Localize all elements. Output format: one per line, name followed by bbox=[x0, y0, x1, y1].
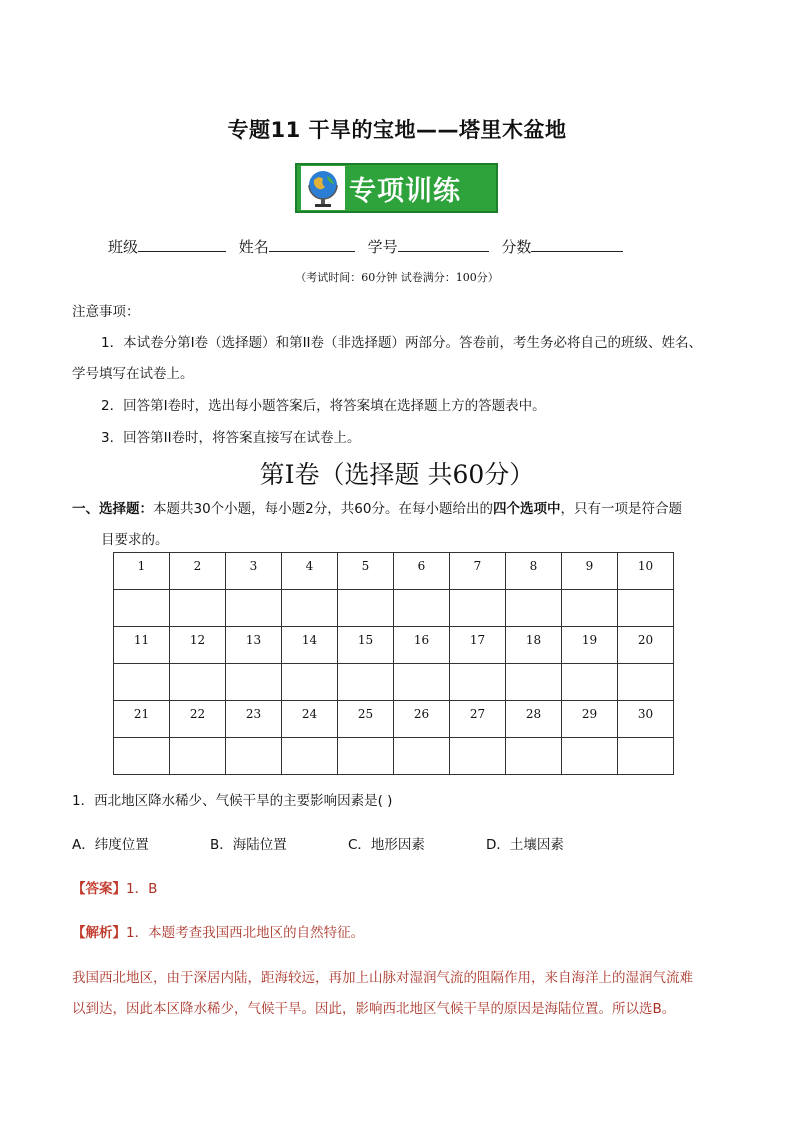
analysis-body-1: 我国西北地区，由于深居内陆，距海较远，再加上山脉对湿润气流的阻隔作用，来自海洋上的湿润气流难 bbox=[72, 970, 693, 986]
grid-number-cell: 5 bbox=[338, 553, 394, 590]
grid-answer-cell[interactable] bbox=[226, 590, 282, 627]
notice-item-2: 2．回答第I卷时，选出每小题答案后，将答案填在选择题上方的答题表中。 bbox=[101, 398, 546, 414]
instruction-text-end: ，只有一项是符合题 bbox=[560, 501, 682, 517]
answer-grid-number-row bbox=[114, 627, 674, 664]
grid-answer-cell[interactable] bbox=[114, 738, 170, 775]
answer-tag: 【答案】 bbox=[72, 881, 126, 897]
instruction-heading: 一、选择题： bbox=[72, 501, 153, 517]
grid-answer-cell[interactable] bbox=[394, 664, 450, 701]
analysis-text: 1．本题考查我国西北地区的自然特征。 bbox=[126, 925, 365, 941]
grid-answer-cell[interactable] bbox=[170, 664, 226, 701]
grid-answer-cell[interactable] bbox=[338, 590, 394, 627]
answer-grid-answer-row bbox=[114, 738, 674, 775]
grid-number-cell: 25 bbox=[338, 701, 394, 738]
grid-number-cell: 3 bbox=[226, 553, 282, 590]
grid-number-cell: 14 bbox=[282, 627, 338, 664]
page-title: 专题11 干旱的宝地——塔里木盆地 bbox=[227, 118, 567, 142]
grid-number-cell: 12 bbox=[170, 627, 226, 664]
name-label: 姓名 bbox=[238, 238, 269, 256]
grid-answer-cell[interactable] bbox=[114, 664, 170, 701]
grid-answer-cell[interactable] bbox=[226, 664, 282, 701]
answer-grid-number-row bbox=[114, 553, 674, 590]
grid-number-cell: 19 bbox=[562, 627, 618, 664]
question-stem: 1．西北地区降水稀少、气候干旱的主要影响因素是( ) bbox=[72, 793, 393, 809]
grid-number-cell: 28 bbox=[506, 701, 562, 738]
answer-grid-number-row bbox=[114, 701, 674, 738]
option-c: C．地形因素 bbox=[348, 837, 425, 853]
notice-item-1: 1．本试卷分第I卷（选择题）和第II卷（非选择题）两部分。答卷前，考生务必将自己的班级、姓名、 bbox=[101, 335, 703, 351]
answer-text: 1．B bbox=[126, 881, 158, 897]
banner-label: 专项训练 bbox=[349, 175, 461, 207]
notice-item-3: 3．回答第II卷时，将答案直接写在试卷上。 bbox=[101, 430, 361, 446]
grid-number-cell: 6 bbox=[394, 553, 450, 590]
grid-answer-cell[interactable] bbox=[394, 738, 450, 775]
instruction-line-2: 目要求的。 bbox=[101, 532, 169, 548]
notice-item-1-cont: 学号填写在试卷上。 bbox=[72, 366, 194, 382]
grid-answer-cell[interactable] bbox=[282, 590, 338, 627]
student-id-blank[interactable] bbox=[398, 237, 489, 252]
grid-number-cell: 27 bbox=[450, 701, 506, 738]
answer-line bbox=[72, 877, 157, 897]
grid-answer-cell[interactable] bbox=[282, 664, 338, 701]
answer-grid-answer-row bbox=[114, 590, 674, 627]
grid-number-cell: 4 bbox=[282, 553, 338, 590]
notice-heading: 注意事项： bbox=[72, 304, 140, 320]
grid-answer-cell[interactable] bbox=[282, 738, 338, 775]
section-title: 第I卷（选择题 共60分） bbox=[259, 460, 535, 489]
grid-number-cell: 23 bbox=[226, 701, 282, 738]
grid-number-cell: 2 bbox=[170, 553, 226, 590]
grid-answer-cell[interactable] bbox=[450, 664, 506, 701]
grid-answer-cell[interactable] bbox=[506, 664, 562, 701]
exam-time-note: （考试时间：60分钟 试卷满分：100分） bbox=[295, 271, 499, 284]
score-label: 分数 bbox=[501, 238, 532, 256]
special-training-banner bbox=[295, 163, 498, 213]
grid-answer-cell[interactable] bbox=[562, 664, 618, 701]
instruction-text: 本题共30个小题，每小题2分，共60分。在每小题给出的 bbox=[153, 501, 493, 517]
analysis-line bbox=[72, 921, 364, 941]
grid-number-cell: 16 bbox=[394, 627, 450, 664]
grid-answer-cell[interactable] bbox=[562, 738, 618, 775]
score-blank[interactable] bbox=[531, 237, 623, 252]
grid-number-cell: 18 bbox=[506, 627, 562, 664]
name-blank[interactable] bbox=[269, 237, 355, 252]
grid-number-cell: 29 bbox=[562, 701, 618, 738]
grid-answer-cell[interactable] bbox=[170, 738, 226, 775]
grid-answer-cell[interactable] bbox=[562, 590, 618, 627]
analysis-tag: 【解析】 bbox=[72, 925, 126, 941]
option-a: A．纬度位置 bbox=[72, 837, 149, 853]
grid-number-cell: 7 bbox=[450, 553, 506, 590]
grid-number-cell: 10 bbox=[618, 553, 674, 590]
grid-answer-cell[interactable] bbox=[338, 738, 394, 775]
grid-number-cell: 20 bbox=[618, 627, 674, 664]
class-label: 班级 bbox=[108, 238, 139, 256]
class-blank[interactable] bbox=[138, 237, 226, 252]
grid-answer-cell[interactable] bbox=[450, 590, 506, 627]
grid-number-cell: 1 bbox=[114, 553, 170, 590]
grid-number-cell: 30 bbox=[618, 701, 674, 738]
grid-answer-cell[interactable] bbox=[170, 590, 226, 627]
grid-answer-cell[interactable] bbox=[618, 664, 674, 701]
grid-number-cell: 22 bbox=[170, 701, 226, 738]
grid-answer-cell[interactable] bbox=[338, 664, 394, 701]
grid-answer-cell[interactable] bbox=[618, 738, 674, 775]
grid-answer-cell[interactable] bbox=[618, 590, 674, 627]
answer-grid-answer-row bbox=[114, 664, 674, 701]
answer-grid bbox=[113, 552, 674, 775]
grid-answer-cell[interactable] bbox=[506, 590, 562, 627]
grid-number-cell: 24 bbox=[282, 701, 338, 738]
student-id-label: 学号 bbox=[367, 238, 398, 256]
analysis-body-2: 以到达，因此本区降水稀少，气候干旱。因此，影响西北地区气候干旱的原因是海陆位置。所以选B。 bbox=[72, 1001, 676, 1017]
grid-number-cell: 11 bbox=[114, 627, 170, 664]
option-b: B．海陆位置 bbox=[210, 837, 287, 853]
grid-answer-cell[interactable] bbox=[450, 738, 506, 775]
instruction-emphasis: 四个选项中 bbox=[492, 501, 561, 517]
grid-number-cell: 13 bbox=[226, 627, 282, 664]
grid-answer-cell[interactable] bbox=[394, 590, 450, 627]
option-d: D．土壤因素 bbox=[486, 837, 564, 853]
grid-number-cell: 9 bbox=[562, 553, 618, 590]
student-info-fields bbox=[108, 236, 623, 257]
grid-answer-cell[interactable] bbox=[226, 738, 282, 775]
grid-number-cell: 15 bbox=[338, 627, 394, 664]
grid-number-cell: 26 bbox=[394, 701, 450, 738]
grid-number-cell: 17 bbox=[450, 627, 506, 664]
globe-icon bbox=[301, 166, 345, 210]
grid-answer-cell[interactable] bbox=[114, 590, 170, 627]
grid-number-cell: 8 bbox=[506, 553, 562, 590]
grid-number-cell: 21 bbox=[114, 701, 170, 738]
instruction-line-1 bbox=[72, 497, 682, 517]
grid-answer-cell[interactable] bbox=[506, 738, 562, 775]
